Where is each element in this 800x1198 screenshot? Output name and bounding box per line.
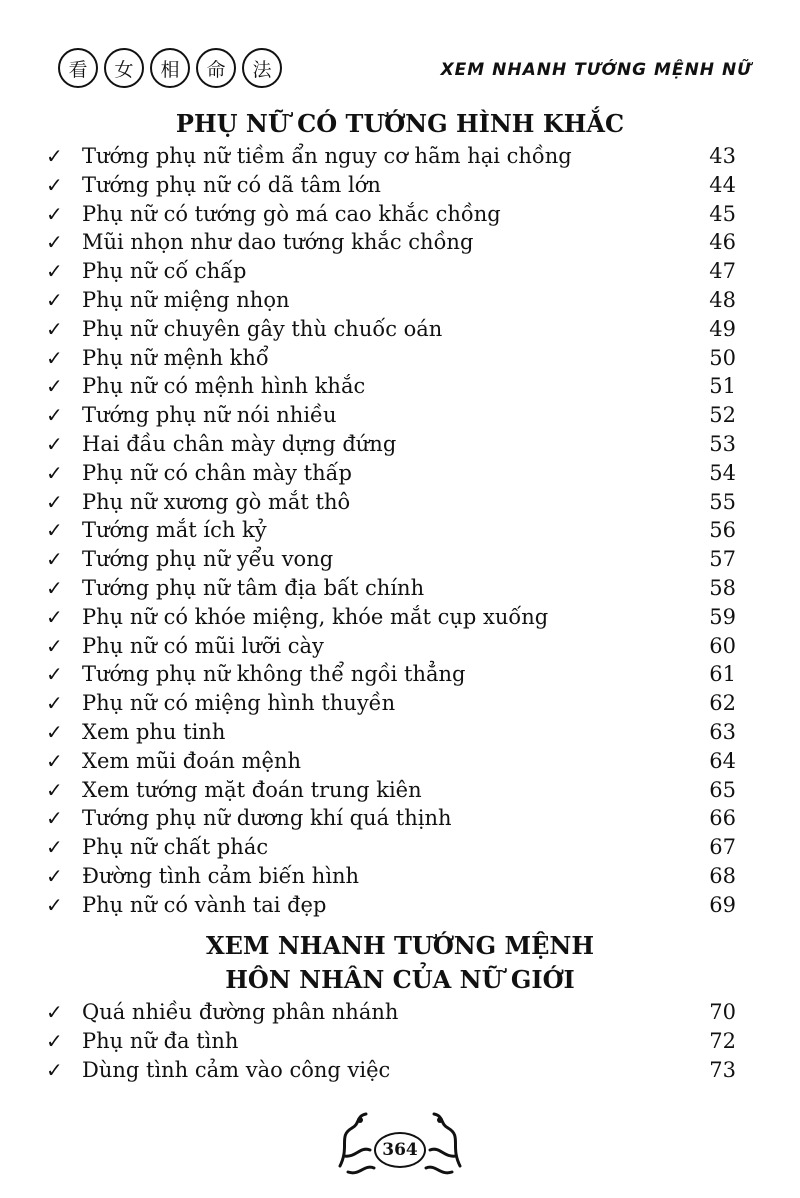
toc-entry-title: Tướng phụ nữ dương khí quá thịnh xyxy=(82,806,452,831)
checkmark-icon: ✓ xyxy=(46,748,63,773)
toc-entry xyxy=(46,632,736,661)
page-footer xyxy=(330,1106,470,1186)
checkmark-icon: ✓ xyxy=(46,719,63,744)
section-title-line-2: HÔN NHÂN CỦA NỮ GIỚI xyxy=(225,965,575,994)
checkmark-icon: ✓ xyxy=(46,691,63,716)
toc-entry-title: Phụ nữ có mệnh hình khắc xyxy=(82,374,366,399)
checkmark-icon: ✓ xyxy=(46,144,63,168)
toc-entry-title: Phụ nữ đa tình xyxy=(82,1028,239,1053)
checkmark-icon: ✓ xyxy=(46,316,63,341)
toc-entry xyxy=(46,891,736,920)
toc-entry-page: 53 xyxy=(709,431,736,456)
toc-entry-title: Xem phu tinh xyxy=(82,719,226,744)
toc-entry xyxy=(46,228,736,257)
chinese-seal-row xyxy=(58,48,282,88)
checkmark-icon: ✓ xyxy=(46,201,63,226)
toc-entry xyxy=(46,315,736,344)
toc-entry-page: 68 xyxy=(709,863,736,888)
checkmark-icon: ✓ xyxy=(46,403,63,428)
toc-entry xyxy=(46,372,736,401)
toc-entry xyxy=(46,488,736,517)
checkmark-icon: ✓ xyxy=(46,835,63,860)
toc-entry xyxy=(46,344,736,373)
checkmark-icon: ✓ xyxy=(46,1000,63,1024)
running-title: XEM NHANH TƯỚNG MỆNH NỮ xyxy=(440,60,752,80)
toc-entry-page: 58 xyxy=(709,575,736,600)
toc-entry-title: Phụ nữ có vành tai đẹp xyxy=(82,892,327,917)
checkmark-icon: ✓ xyxy=(46,460,63,485)
toc-list xyxy=(46,998,736,1084)
toc-entry-page: 59 xyxy=(709,604,736,629)
toc-entry-title: Phụ nữ có mũi lưỡi cày xyxy=(82,633,324,658)
toc-entry-page: 66 xyxy=(709,806,736,831)
seal-character: 法 xyxy=(242,48,282,88)
page-number: 364 xyxy=(374,1132,426,1168)
toc-entry xyxy=(46,516,736,545)
checkmark-icon: ✓ xyxy=(46,777,63,802)
checkmark-icon: ✓ xyxy=(46,633,63,658)
toc-entry-title: Tướng phụ nữ tâm địa bất chính xyxy=(82,575,425,600)
checkmark-icon: ✓ xyxy=(46,489,63,514)
toc-entry-title: Tướng mắt ích kỷ xyxy=(82,518,267,543)
toc-entry-page: 49 xyxy=(709,316,736,341)
checkmark-icon: ✓ xyxy=(46,374,63,399)
checkmark-icon: ✓ xyxy=(46,863,63,888)
toc-entry-page: 63 xyxy=(709,719,736,744)
toc-entry-page: 56 xyxy=(709,518,736,543)
toc-entry-page: 46 xyxy=(709,230,736,255)
toc-entry-page: 54 xyxy=(709,460,736,485)
checkmark-icon: ✓ xyxy=(46,230,63,255)
toc-entry xyxy=(46,1056,736,1085)
toc-entry-title: Tướng phụ nữ không thể ngồi thẳng xyxy=(82,662,466,687)
toc-entry-title: Phụ nữ xương gò mắt thô xyxy=(82,489,351,514)
toc-entry-page: 67 xyxy=(709,835,736,860)
toc-entry-title: Dùng tình cảm vào công việc xyxy=(82,1057,391,1082)
checkmark-icon: ✓ xyxy=(46,345,63,370)
checkmark-icon: ✓ xyxy=(46,892,63,917)
toc-entry xyxy=(46,718,736,747)
toc-entry-page: 70 xyxy=(709,1000,736,1024)
checkmark-icon: ✓ xyxy=(46,259,63,284)
toc-entry xyxy=(46,776,736,805)
toc-entry-page: 48 xyxy=(709,287,736,312)
toc-entry xyxy=(46,603,736,632)
toc-entry xyxy=(46,574,736,603)
toc-entry-title: Tướng phụ nữ có dã tâm lớn xyxy=(82,172,381,197)
toc-entry-title: Tướng phụ nữ nói nhiều xyxy=(82,403,337,428)
toc-entry-title: Xem tướng mặt đoán trung kiên xyxy=(82,777,422,802)
toc-entry-page: 47 xyxy=(709,259,736,284)
toc-entry-page: 43 xyxy=(709,144,736,168)
toc-entry xyxy=(46,747,736,776)
toc-entry-title: Phụ nữ mệnh khổ xyxy=(82,345,269,370)
toc-entry xyxy=(46,257,736,286)
toc-entry-title: Phụ nữ có chân mày thấp xyxy=(82,460,352,485)
toc-entry-page: 64 xyxy=(709,748,736,773)
checkmark-icon: ✓ xyxy=(46,518,63,543)
toc-entry-page: 55 xyxy=(709,489,736,514)
checkmark-icon: ✓ xyxy=(46,1057,63,1082)
toc-entry xyxy=(46,833,736,862)
toc-entry-title: Mũi nhọn như dao tướng khắc chồng xyxy=(82,230,474,255)
toc-entry-title: Xem mũi đoán mệnh xyxy=(82,748,301,773)
page-header xyxy=(0,0,800,110)
toc-entry xyxy=(46,286,736,315)
toc-entry-title: Tướng phụ nữ tiềm ẩn nguy cơ hãm hại chồng xyxy=(82,144,572,168)
toc-entry-title: Phụ nữ cố chấp xyxy=(82,259,247,284)
toc-entry xyxy=(46,142,736,171)
checkmark-icon: ✓ xyxy=(46,662,63,687)
seal-character: 相 xyxy=(150,48,190,88)
toc-entry-title: Tướng phụ nữ yểu vong xyxy=(82,547,334,572)
toc-entry-title: Đường tình cảm biến hình xyxy=(82,863,360,888)
toc-entry-page: 57 xyxy=(709,547,736,572)
toc-entry-page: 65 xyxy=(709,777,736,802)
toc-entry-title: Phụ nữ chuyên gây thù chuốc oán xyxy=(82,316,443,341)
toc-entry-page: 72 xyxy=(709,1028,736,1053)
toc-entry-title: Hai đầu chân mày dựng đứng xyxy=(82,431,397,456)
toc-entry-title: Phụ nữ chất phác xyxy=(82,835,269,860)
toc-entry-title: Phụ nữ miệng nhọn xyxy=(82,287,290,312)
toc-entry-title: Quá nhiều đường phân nhánh xyxy=(82,1000,399,1024)
section-title-line-1: XEM NHANH TƯỚNG MỆNH xyxy=(206,931,594,960)
toc-entry xyxy=(46,689,736,718)
checkmark-icon: ✓ xyxy=(46,575,63,600)
toc-entry-page: 44 xyxy=(709,172,736,197)
seal-character: 看 xyxy=(58,48,98,88)
toc-entry xyxy=(46,862,736,891)
toc-entry-page: 51 xyxy=(709,374,736,399)
toc-entry xyxy=(46,430,736,459)
toc-entry-title: Phụ nữ có miệng hình thuyền xyxy=(82,691,396,716)
toc-entry xyxy=(46,998,736,1027)
toc-entry-page: 52 xyxy=(709,403,736,428)
checkmark-icon: ✓ xyxy=(46,172,63,197)
toc-entry-page: 69 xyxy=(709,892,736,917)
toc-entry-page: 60 xyxy=(709,633,736,658)
toc-entry xyxy=(46,200,736,229)
checkmark-icon: ✓ xyxy=(46,431,63,456)
toc-entry-title: Phụ nữ có khóe miệng, khóe mắt cụp xuống xyxy=(82,604,549,629)
toc-entry-page: 73 xyxy=(709,1057,736,1082)
seal-character: 女 xyxy=(104,48,144,88)
toc-entry xyxy=(46,545,736,574)
toc-entry-page: 62 xyxy=(709,691,736,716)
seal-character: 命 xyxy=(196,48,236,88)
checkmark-icon: ✓ xyxy=(46,287,63,312)
toc-entry xyxy=(46,660,736,689)
toc-entry-page: 45 xyxy=(709,201,736,226)
toc-entry-page: 50 xyxy=(709,345,736,370)
checkmark-icon: ✓ xyxy=(46,806,63,831)
section-title: PHỤ NỮ CÓ TƯỚNG HÌNH KHẮC xyxy=(175,109,625,138)
checkmark-icon: ✓ xyxy=(46,604,63,629)
toc-entry-page: 61 xyxy=(709,662,736,687)
toc-entry-title: Phụ nữ có tướng gò má cao khắc chồng xyxy=(82,201,501,226)
toc-entry xyxy=(46,401,736,430)
toc-entry xyxy=(46,804,736,833)
toc-entry xyxy=(46,1027,736,1056)
checkmark-icon: ✓ xyxy=(46,1028,63,1053)
checkmark-icon: ✓ xyxy=(46,547,63,572)
toc-entry xyxy=(46,171,736,200)
toc-entry xyxy=(46,459,736,488)
toc-list xyxy=(46,142,736,920)
